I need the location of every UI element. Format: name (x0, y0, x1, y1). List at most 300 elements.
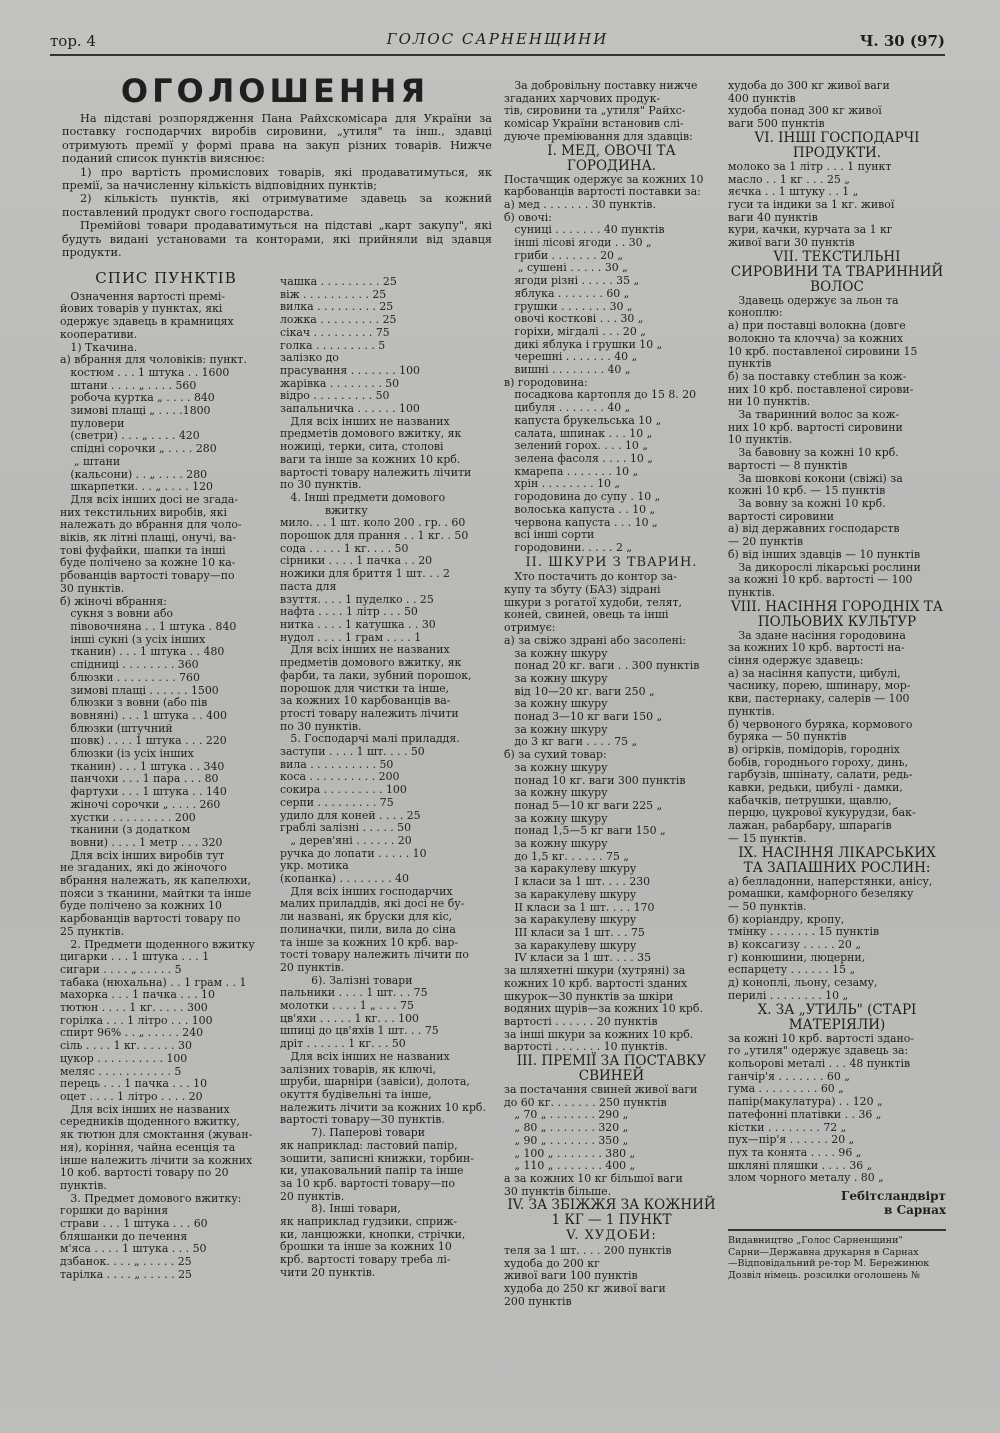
text-line: капуста брукельська 10 „ (504, 414, 662, 427)
text-line: мило. . . 1 шт. коло 200 . гр. . 60 (280, 517, 466, 530)
text-line: „ 70 „ . . . . . . . 290 „ (504, 1109, 629, 1122)
signature-line: в Сарнах (884, 1203, 946, 1218)
text-line: вартості — 8 пунктів (728, 459, 848, 472)
text-line: залізних товарів, як ключі, (280, 1063, 437, 1076)
text-line: худоба до 300 кг живої ваги (728, 80, 890, 92)
text-line: молотки . . . . 1 „ . . . 75 (280, 1000, 414, 1013)
text-line: ложка . . . . . . . . . 25 (280, 314, 397, 327)
text-line: Для всіх інших виробів тут (60, 849, 225, 862)
section-heading-honey: І. МЕД, ОВОЧІ ТА ГОРОДИНА. (547, 142, 676, 174)
signature-line: Гебітсландвірт (841, 1189, 946, 1204)
text-line: „ 90 „ . . . . . . . 350 „ (504, 1134, 629, 1147)
text-line: серпи . . . . . . . . . 75 (280, 796, 394, 809)
text-line: — 20 пунктів (728, 536, 804, 549)
text-line: кви, пастернаку, салерів — 100 (728, 693, 910, 706)
text-line: 20 пунктів. (280, 961, 345, 974)
intro-paragraph: 1) про вартість промислових товарів, які продаватимуться, як премії, за начисленну кількість відповідних пунктів; (62, 165, 492, 193)
text-line: віж . . . . . . . . . . 25 (280, 288, 387, 301)
text-line: купу та збуту (БАЗ) зідрані (504, 584, 661, 597)
text-line: кооперативи. (60, 328, 138, 341)
text-line: за кожні 10 крб. вартості — 100 (728, 574, 913, 587)
text-line: яєчка . . 1 штуку . . 1 „ (728, 186, 859, 199)
text-line: ножиці, терки, сита, столові (280, 441, 444, 454)
text-line: брошки та інше за кожних 10 (280, 1241, 452, 1254)
text-line: тові фуфайки, шапки та інші (60, 544, 226, 557)
text-line: ваги 40 пунктів (728, 211, 818, 224)
column-3-hides-lines (504, 571, 719, 1054)
text-line: коней, свиней, овець та інші (504, 609, 669, 622)
text-line: кожних 10 крб. вартості зданих (504, 977, 688, 990)
text-line: всі інші сорти (504, 529, 595, 542)
text-line: понад 20 кг. ваги . . 300 пунктів (504, 660, 700, 673)
text-line: в) огірків, помідорів, городніх (728, 743, 900, 756)
text-line: цигарки . . . 1 штука . . . 1 (60, 951, 210, 964)
text-line: вартості . . . . . . . 10 пунктів. (504, 1041, 668, 1054)
text-line: ки, ланцюжки, кнопки, стрічки, (280, 1228, 466, 1241)
text-line: спідні сорочки „ . . . . 280 (60, 443, 217, 456)
column-1 (60, 270, 272, 1282)
text-line: Здавець одержує за льон та (728, 294, 899, 307)
text-line: 1) Ткачина. (60, 341, 138, 354)
text-line: порошок для прання . . 1 кг. . 50 (280, 530, 469, 543)
column-4-seeds-lines (728, 630, 946, 846)
text-line: І класи за 1 шт. . . . 230 (504, 876, 651, 889)
text-line: сокира . . . . . . . . . 100 (280, 784, 407, 797)
text-line: За шовкові кокони (свіжі) за (728, 472, 903, 485)
text-line: ножики для бриття 1 шт. . . 2 (280, 568, 450, 581)
text-line: горшки до варіння (60, 1205, 169, 1218)
text-line: жарівка . . . . . . . . 50 (280, 377, 400, 390)
text-line: карбованців вартості поставки за: (504, 186, 701, 199)
column-4-textile-lines (728, 295, 946, 600)
text-line: пальники . . . . 1 шт. . . 75 (280, 987, 428, 1000)
text-line: вовняні) . . . 1 штука . . 400 (60, 709, 227, 722)
text-line: блюзки . . . . . . . . . 760 (60, 671, 200, 684)
text-line: вартості . . . . . . 20 пунктів (504, 1015, 658, 1028)
text-line: „ дерев'яні . . . . . . 20 (280, 834, 412, 847)
text-line: як наприклад: ластовий папір, (280, 1139, 458, 1152)
text-line: ли названі, як бруски для кіс, (280, 911, 453, 924)
text-line: належать до вбрання для чоло- (60, 519, 242, 532)
text-line: а) від державних господарств (728, 523, 900, 536)
text-line: шовк) . . . . 1 штука . . . 220 (60, 735, 227, 748)
intro-paragraph: Премійові товари продаватимуться на підставі „карт закупу", які будуть видані установами та конторами, які прийняли від здавця продукти. (62, 219, 492, 260)
text-line: за кожну шкуру (504, 761, 608, 774)
text-line: молоко за 1 літр . . . 1 пункт (728, 160, 892, 173)
text-line: 30 пунктів більше. (504, 1185, 612, 1198)
text-line: кольорові металі . . . 48 пунктів (728, 1058, 911, 1070)
text-line: гуси та індики за 1 кг. живої (728, 198, 895, 211)
text-line: вовни) . . . . 1 метр . . . 320 (60, 836, 223, 849)
text-line: теля за 1 шт. . . . 200 пунктів (504, 1245, 672, 1258)
points-list-heading: СПИС ПУНКТІВ (95, 269, 237, 287)
text-line: блюзки (із усіх інших (60, 748, 194, 761)
text-line: Для всіх інших не названих (280, 644, 450, 657)
column-4-products-lines (728, 161, 946, 250)
text-line: них 10 крб. вартості сировини (728, 421, 903, 434)
column-4-medicinal-lines (728, 876, 946, 1003)
text-line: вишні . . . . . . . . 40 „ (504, 364, 631, 377)
text-line: Постачщик одержує за кожних 10 (504, 173, 704, 186)
text-line: тканини (з додатком (60, 824, 191, 837)
text-line: шкарпетки. . . „ . . . . 120 (60, 481, 213, 494)
text-line: кожні 10 крб. — 15 пунктів (728, 485, 886, 498)
text-line: кістки . . . . . . . . 72 „ (728, 1121, 847, 1134)
text-line: 5. Господарчі малі приладдя. (280, 733, 460, 746)
text-line: кабачків, петрушки, щавлю, (728, 794, 892, 807)
text-line: грушки . . . . . . . 30 „ (504, 300, 633, 313)
text-line: порошок для чистки та інше, (280, 682, 450, 695)
text-line: блюзки з вовни (або пів (60, 697, 208, 710)
text-line: залізко до (280, 352, 339, 365)
text-line: 20 пунктів. (280, 1190, 345, 1203)
section-heading-medicinal: IX. НАСІННЯ ЛІКАРСЬКИХ ТА ЗАПАШНИХ РОСЛИН: (738, 844, 936, 876)
text-line: рбованців вартості товару—по (60, 570, 235, 583)
text-line: ки, упаковальний папір та інше (280, 1165, 464, 1178)
text-line: за кожних 10 крб. вартості на- (728, 642, 905, 655)
text-line: гума . . . . . . . . . 60 „ (728, 1083, 844, 1096)
text-line: зелений горох. . . . 10 „ (504, 440, 648, 453)
text-line: оцет . . . . 1 літро . . . . 20 (60, 1091, 203, 1103)
text-line: а) вбрання для чоловіків: пункт. (60, 354, 247, 367)
imprint-line: Сарни—Державна друкарня в Сарнах (728, 1246, 919, 1258)
text-line: Для всіх інших не названих (60, 1103, 230, 1116)
text-line: часнику, порею, шпинару, мор- (728, 680, 911, 693)
text-line: волокно та клочча) за кожних (728, 332, 904, 345)
text-line: не згаданих, які до жіночого (60, 862, 227, 875)
text-line: штани . . . . „ . . . . 560 (60, 379, 197, 392)
text-line: „ 110 „ . . . . . . . 400 „ (504, 1160, 636, 1173)
text-line: нитка . . . . 1 катушка . . 30 (280, 618, 436, 631)
text-line: за кожну шкуру (504, 838, 608, 851)
text-line: ртості товару належить лічити (280, 707, 459, 720)
text-line: пух—пір'я . . . . . . 20 „ (728, 1134, 855, 1147)
text-line: пух та конята . . . . 96 „ (728, 1146, 862, 1159)
intro-paragraph: На підставі розпорядження Пана Райхскомісара для України за поставку господарчих виробів сировини, „утиля" та інш., здавці отримують премії у формі права на закуп різних товарів. Нижче поданий список пунктів вияснює: (62, 112, 492, 166)
text-line: нудол . . . . 1 грам . . . . 1 (280, 631, 422, 644)
text-line: за каракулеву шкуру (504, 914, 637, 927)
text-line: Для всіх інших господарчих (280, 885, 453, 898)
text-line: пунктів (728, 358, 772, 371)
newspaper-title: ГОЛОС САРНЕНЩИНИ (386, 30, 609, 48)
text-line: За бавовну за кожні 10 крб. (728, 447, 899, 460)
text-line: карбованців вартості товару по (60, 913, 241, 926)
text-line: посадкова картопля до 15 8. 20 (504, 389, 697, 402)
column-3-pigs-lines (504, 1084, 719, 1198)
section-heading-cattle: V. ХУДОБИ: (566, 1228, 657, 1244)
text-line: дріт . . . . . . 1 кг. . . 50 (280, 1038, 406, 1051)
page-number: тор. 4 (50, 32, 97, 50)
text-line: за каракулеву шкуру (504, 939, 637, 952)
text-line: кмарепа . . . . . . . 10 „ (504, 465, 639, 478)
section-heading-scrap: X. ЗА „УТИЛЬ" (СТАРІ МАТЕРІЯЛИ) (757, 1001, 917, 1033)
text-line: перилі . . . . . . . . 10 „ (728, 989, 849, 1002)
text-line: в) коксагизу . . . . . 20 „ (728, 939, 861, 952)
imprint-line: Видавництво „Голос Сарненщини" (728, 1235, 903, 1247)
text-line: робоча куртка „ . . . . 840 (60, 392, 215, 405)
text-line: живої ваги 100 пунктів (504, 1270, 638, 1283)
text-line: б) жіночі вбрання: (60, 595, 167, 608)
text-line: 4. Інші предмети домового (280, 491, 446, 504)
text-line: а) мед . . . . . . . 30 пунктів. (504, 198, 656, 211)
text-line: суниці . . . . . . . 40 пунктів (504, 224, 665, 237)
text-line: ромашки, камфорного безеляку (728, 888, 914, 901)
text-line: них 10 крб. поставленої сирови- (728, 383, 914, 396)
text-line: хустки . . . . . . . . . 200 (60, 811, 196, 824)
text-line: зошити, записні книжки, торбин- (280, 1152, 474, 1165)
text-line: Для всіх інших не названих (280, 1050, 450, 1063)
column-2-lines (280, 276, 492, 1280)
text-line: віків, як літні плащі, онучі, ва- (60, 532, 237, 545)
text-line: 3. Предмет домового вжитку: (60, 1192, 242, 1205)
intro-paragraph: 2) кількість пунктів, які отримуватиме здавець за кожний поставлений продукт свого господарства. (62, 192, 492, 219)
column-3-intro-lines (504, 80, 719, 144)
text-line: а) белладонни, наперстянки, анісу, (728, 875, 933, 888)
text-line: вбрання належать, як капелюхи, (60, 875, 251, 888)
text-line: понад 3—10 кг ваги 150 „ (504, 711, 663, 724)
text-line: шпиці до цв'яхів 1 шт. . . 75 (280, 1025, 439, 1038)
text-line: Хто постачить до контор за- (504, 571, 677, 584)
text-line: Означення вартості премі- (60, 290, 226, 303)
text-line: за кожні 10 крб. вартості здано- (728, 1032, 914, 1045)
text-line: до 1,5 кг. . . . . . 75 „ (504, 850, 629, 863)
text-line: пунктів. (60, 1179, 107, 1192)
text-line: буряка — 50 пунктів (728, 731, 847, 744)
text-line: дзбанок. . . . „ . . . . . 25 (60, 1256, 192, 1269)
text-line: г) конюшини, люцерни, (728, 951, 866, 964)
text-line: цукор . . . . . . . . . . 100 (60, 1052, 188, 1065)
text-line: вартості сировини (728, 510, 835, 523)
column-3 (504, 80, 719, 1309)
text-line: середників щоденного вжитку, (60, 1116, 240, 1129)
text-line: гриби . . . . . . . 20 „ (504, 249, 624, 262)
text-line: зимові плащі „ . . . .1800 (60, 405, 211, 418)
text-line: пуловери (60, 417, 125, 430)
text-line: шкурок—30 пунктів за шкіри (504, 990, 674, 1003)
column-4 (728, 80, 946, 1281)
text-line: вартості товару належить лічити (280, 466, 472, 479)
text-line: по 30 пунктів. (280, 720, 362, 733)
text-line: махорка . . . 1 пачка . . . 10 (60, 989, 215, 1002)
text-line: За здане насіння городовина (728, 629, 906, 642)
text-line: тості товару належить лічити по (280, 949, 469, 962)
text-line: та інше за кожних 10 крб. вар- (280, 936, 459, 949)
text-line: предметів домового вжитку, як (280, 428, 462, 441)
text-line: б) за сухий товар: (504, 749, 607, 762)
text-line: яблука . . . . . . . 60 „ (504, 287, 630, 300)
text-line: йових товарів у пунктах, які (60, 303, 223, 316)
text-line: тмінку . . . . . . . 15 пунктів (728, 926, 880, 939)
text-line: заступи . . . . 1 шт. . . . 50 (280, 746, 425, 759)
text-line: ручка до лопати . . . . . 10 (280, 847, 427, 860)
text-line: „ 80 „ . . . . . . . 320 „ (504, 1122, 629, 1135)
text-line: півовочняна . . 1 штука . 840 (60, 620, 237, 633)
text-line: (копанка) . . . . . . . . 40 (280, 873, 409, 886)
text-line: ягоди різні . . . . . 35 „ (504, 275, 640, 288)
text-line: б) від інших здавців — 10 пунктів (728, 548, 921, 561)
text-line: за кожну шкуру (504, 812, 608, 825)
text-line: ни 10 пунктів. (728, 396, 811, 409)
text-line: городовини. . . . . 2 „ (504, 541, 632, 554)
text-line: За добровільну поставку нижче (504, 80, 698, 92)
text-line: салата, шпинак . . . 10 „ (504, 427, 653, 440)
text-line: тів, сировини та „утиля" Райхс- (504, 105, 686, 118)
text-line: гарбузів, шпінату, салати, редь- (728, 769, 913, 782)
text-line: за кожну шкуру (504, 723, 608, 736)
text-line: зелена фасоля . . . . 10 „ (504, 452, 653, 465)
text-line: 25 пунктів. (60, 925, 125, 938)
text-line: згаданих харчових продук- (504, 92, 661, 105)
text-line: понад 5—10 кг ваги 225 „ (504, 799, 663, 812)
text-line: а) при поставці волокна (довге (728, 320, 906, 333)
text-line: до 60 кг. . . . . . . 250 пунктів (504, 1096, 667, 1109)
text-line: злом чорного металу . 80 „ (728, 1172, 884, 1185)
text-line: сіння одержує здавець: (728, 655, 864, 668)
text-line: від 10—20 кг. ваги 250 „ (504, 685, 655, 698)
text-line: як наприклад гудзики, сприж- (280, 1216, 458, 1229)
text-line: страви . . . 1 штука . . . 60 (60, 1218, 208, 1231)
text-line: за кожну шкуру (504, 698, 608, 711)
page-header (50, 28, 945, 56)
text-line: ваги 500 пунктів (728, 118, 825, 131)
text-line: фарби, та лаки, зубний порошок, (280, 669, 472, 682)
issue-number: Ч. 30 (97) (859, 32, 945, 50)
text-line: спирт 96% . . „ . . . . . 240 (60, 1027, 204, 1040)
text-line: меляс . . . . . . . . . . . 5 (60, 1065, 182, 1078)
publisher-imprint (728, 1229, 946, 1281)
text-line: панчохи . . . 1 пара . . . 80 (60, 773, 219, 786)
text-line: голка . . . . . . . . . 5 (280, 339, 386, 352)
text-line: б) за поставку стеблин за кож- (728, 370, 907, 383)
text-line: за кожну шкуру (504, 672, 608, 685)
page-title: ОГОЛОШЕННЯ (120, 72, 430, 110)
text-line: тканин) . . . 1 штука . . 340 (60, 760, 225, 773)
text-line: кури, качки, курчата за 1 кг (728, 224, 893, 237)
text-line: паста для (280, 580, 337, 593)
text-line: за кожних 10 карбованців ва- (280, 695, 451, 708)
text-line: горіхи, мігдалі . . . 20 „ (504, 325, 646, 338)
text-line: 400 пунктів (728, 92, 796, 105)
text-line: за шляхетні шкури (хутряні) за (504, 965, 686, 978)
text-line: м'яса . . . . 1 штука . . . 50 (60, 1243, 207, 1256)
text-line: них текстильних виробів, які (60, 506, 227, 519)
text-line: інші лісові ягоди . . 30 „ (504, 237, 652, 250)
text-line: 7). Паперові товари (280, 1127, 425, 1140)
text-line: б) коріандру, кропу, (728, 913, 845, 926)
text-line: 8). Інші товари, (280, 1203, 401, 1216)
text-line: сода . . . . . 1 кг. . . . 50 (280, 542, 409, 555)
text-line: за кожну шкуру (504, 647, 608, 660)
text-line: одержує здавець в крамницях (60, 316, 234, 329)
text-line: худоба до 200 кг (504, 1257, 600, 1270)
text-line: худоба понад 300 кг живої (728, 105, 882, 118)
text-line: „ сушені . . . . . 30 „ (504, 262, 628, 275)
text-line: (светри) . . . „ . . . . 420 (60, 430, 200, 443)
text-line: За дикорослі лікарські рослини (728, 561, 921, 574)
section-heading-grain: IV. ЗА ЗБІЖЖЯ ЗА КОЖНИЙ 1 КГ — 1 ПУНКТ (507, 1197, 716, 1229)
text-line: за інші шкури за кожних 10 крб. (504, 1028, 694, 1041)
text-line: ня), коріння, чайна есенція та (60, 1141, 236, 1154)
text-line: а за кожних 10 кг більшої ваги (504, 1172, 683, 1185)
text-line: дуюче преміювання для здавців: (504, 130, 693, 143)
text-line: „ штани (60, 455, 121, 468)
text-line: масло . . 1 кг . . . 25 „ (728, 173, 850, 186)
text-line: шруби, шарніри (завіси), долота, (280, 1076, 470, 1089)
text-line: полиначки, пили, вила до сіна (280, 923, 456, 936)
imprint-line: Дозвіл німець. розсилки оголошень № (728, 1269, 920, 1281)
text-line: волоська капуста . . 10 „ (504, 503, 656, 516)
text-line: за каракулеву шкуру (504, 863, 637, 876)
section-heading-seeds: VIII. НАСІННЯ ГОРОДНІХ ТА ПОЛЬОВИХ КУЛЬТУР (730, 598, 944, 630)
text-line: спідниці . . . . . . . . 360 (60, 659, 199, 672)
signature (728, 1189, 946, 1217)
text-line: сікач . . . . . . . . . 75 (280, 326, 390, 339)
text-line: блюзки (штучний (60, 722, 173, 735)
text-line: а) за свіжо здрані або засолені: (504, 634, 687, 647)
text-line: пунктів. (728, 705, 775, 718)
text-line: 10 коб. вартості товару по 20 (60, 1167, 229, 1180)
text-line: граблі залізні . . . . . 50 (280, 822, 412, 835)
column-3-produce-lines (504, 174, 719, 555)
column-2 (280, 276, 492, 1280)
text-line: по 30 пунктів. (280, 479, 362, 492)
text-line: сигари . . . . „ . . . . . 5 (60, 963, 182, 976)
text-line: сукня з вовни або (60, 608, 174, 621)
text-line: сірники . . . . 1 пачка . . 20 (280, 555, 433, 568)
text-line: інше належить лічити за кожних (60, 1154, 253, 1167)
text-line: черешні . . . . . . . 40 „ (504, 351, 638, 364)
column-1-lines (60, 291, 272, 1282)
text-line: зимові плащі . . . . . . 1500 (60, 684, 219, 697)
text-line: шкури з рогатої худоби, телят, (504, 596, 682, 609)
text-line: бляшанки до печення (60, 1230, 188, 1243)
text-line: прасування . . . . . . . 100 (280, 364, 420, 377)
text-line: перцю, цукрової кукурудзи, бак- (728, 807, 916, 820)
text-line: тютюн . . . . 1 кг. . . . . 300 (60, 1002, 208, 1015)
text-line: буде полічено за кожних 10 (60, 900, 222, 913)
text-line: пояси з тканини, майтки та інше (60, 887, 252, 900)
text-line: за 10 крб. вартості товару—по (280, 1177, 456, 1190)
text-line: лажан, рабарбару, шпарагів (728, 820, 892, 833)
text-line: За вовну за кожні 10 крб. (728, 497, 886, 510)
text-line: вартості товару—30 пунктів. (280, 1114, 445, 1127)
text-line: отримує: (504, 622, 556, 635)
text-line: перець . . . 1 пачка . . . 10 (60, 1078, 208, 1091)
section-heading-other-products: VI. ІНШІ ГОСПОДАРЧІ ПРОДУКТИ. (754, 129, 920, 161)
section-heading-textile: VII. ТЕКСТИЛЬНІ СИРОВИНИ ТА ТВАРИННИЙ ВОЛОС (730, 248, 944, 295)
text-line: д) коноплі, льону, сезаму, (728, 977, 878, 990)
text-line: — 50 пунктів. (728, 900, 807, 913)
text-line: належить лічити за кожних 10 крб. (280, 1101, 486, 1114)
text-line: до 3 кг ваги . . . . 75 „ (504, 736, 638, 749)
text-line: а) за насіння капусти, цибулі, (728, 667, 901, 680)
text-line: „ 100 „ . . . . . . . 380 „ (504, 1147, 636, 1160)
text-line: предметів домового вжитку, як (280, 657, 462, 670)
text-line: (кальсони) . . „ . . . . 280 (60, 468, 208, 481)
section-heading-pigs: III. ПРЕМІЇ ЗА ПОСТАВКУ СВИНЕЙ (516, 1053, 707, 1085)
text-line: взуття. . . . 1 пуделко . . 25 (280, 593, 434, 606)
text-line: буде полічено за кожне 10 ка- (60, 557, 236, 570)
text-line: коноплю: (728, 307, 783, 320)
text-line: за постачання свиней живої ваги (504, 1084, 698, 1097)
text-line: еспарцету . . . . . . 15 „ (728, 964, 856, 977)
text-line: шкляні пляшки . . . . 36 „ (728, 1159, 873, 1172)
text-line: чашка . . . . . . . . . 25 (280, 276, 397, 288)
text-line: патефонні платівки . . 36 „ (728, 1108, 882, 1121)
text-line: вила . . . . . . . . . . 50 (280, 758, 394, 771)
text-line: нафта . . . . 1 літр . . . 50 (280, 606, 418, 619)
text-line: комісар України встановив слі- (504, 118, 684, 131)
